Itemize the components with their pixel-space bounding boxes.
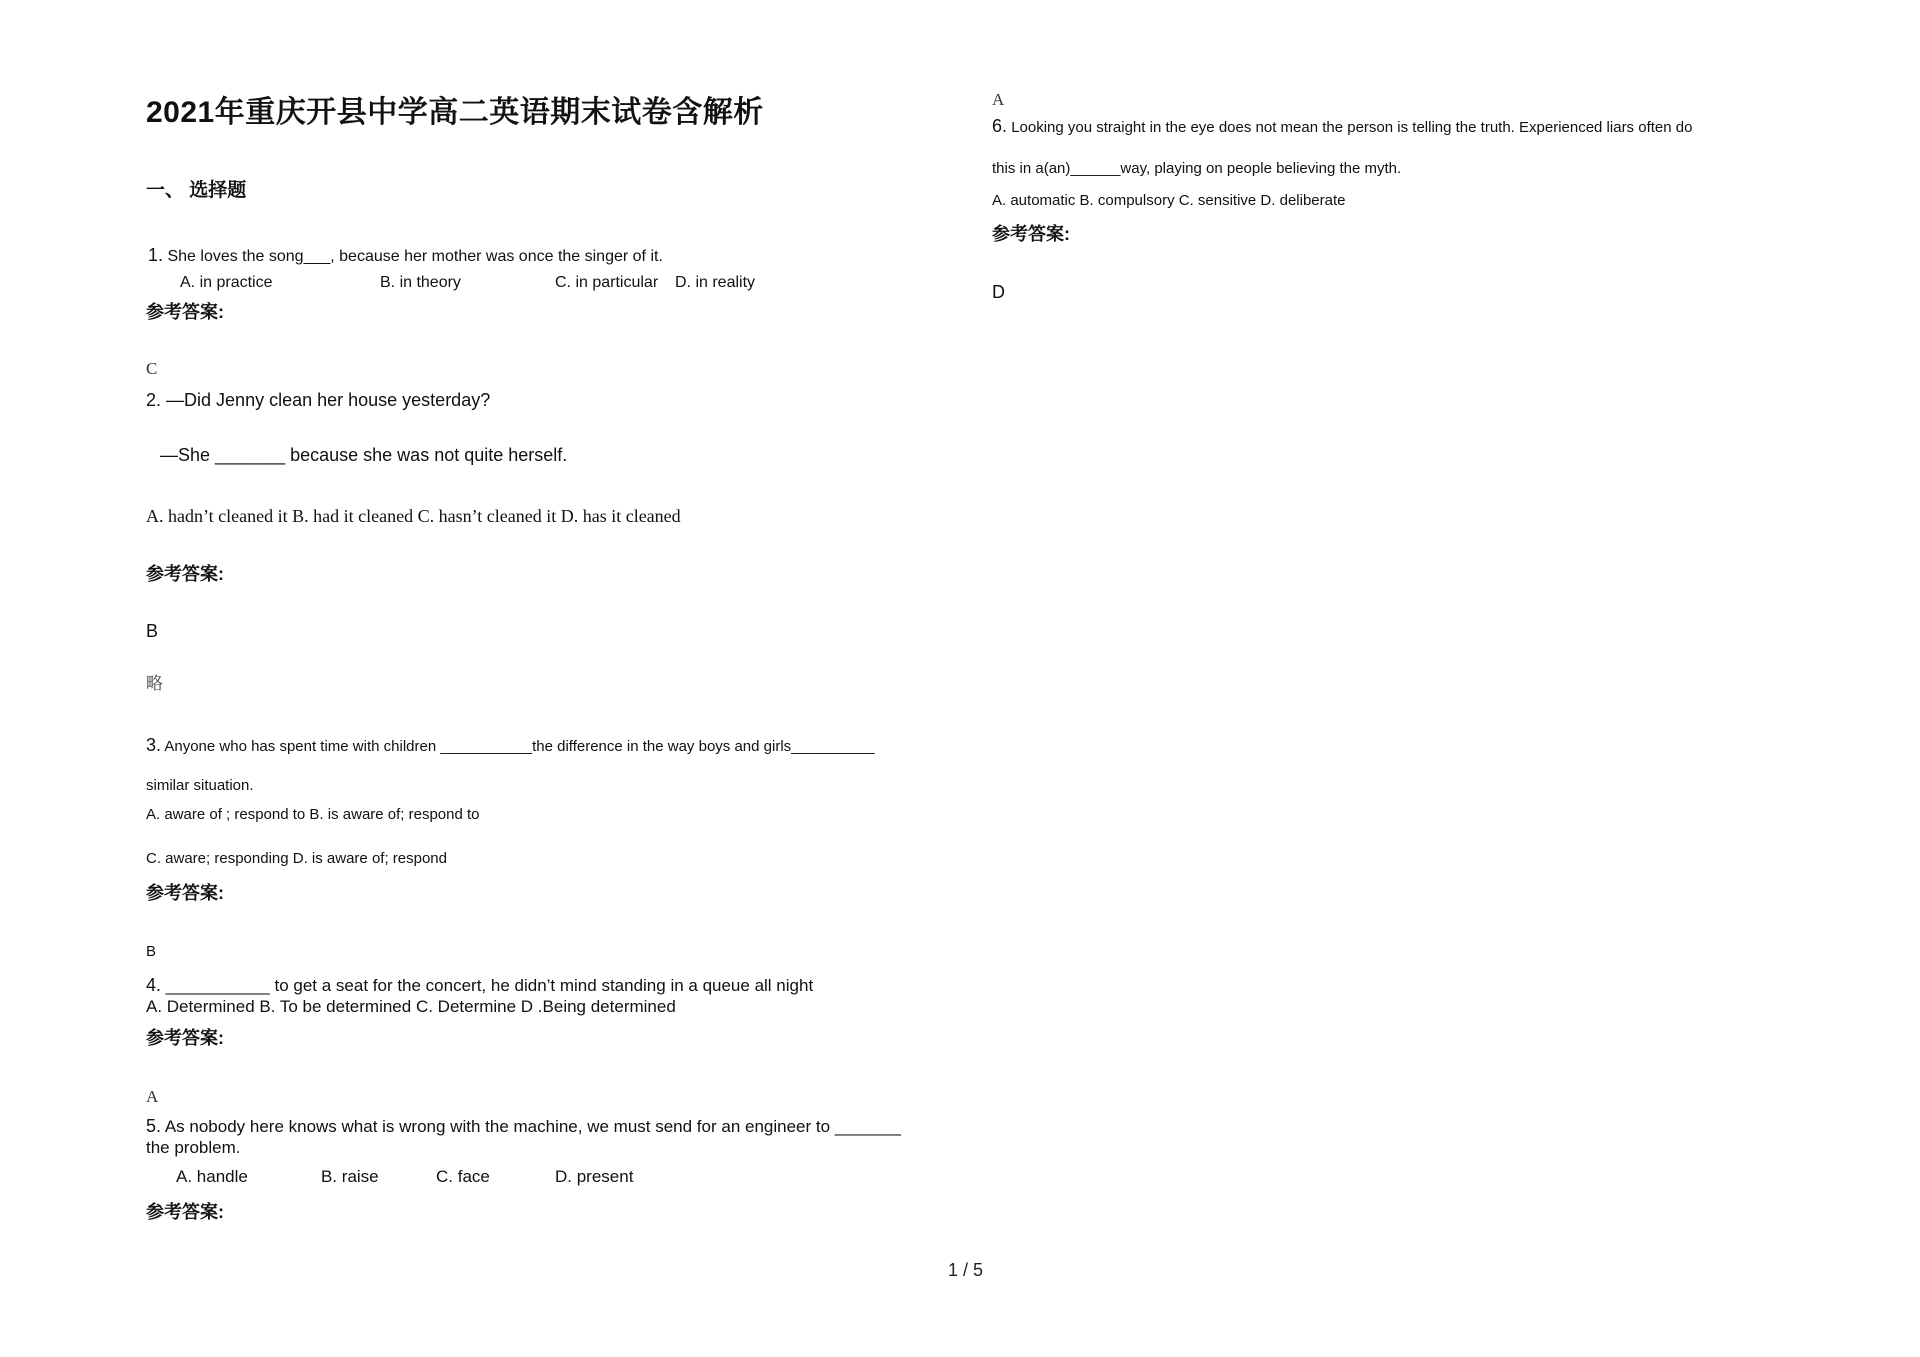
option-a: A. handle [176,1167,248,1186]
question-stem-line1: Anyone who has spent time with children ___________the difference in the way boys and girls__________ [164,738,875,755]
answer-value: B [146,621,159,641]
option-b: B. in theory [380,274,461,291]
answer-label: 参考答案: [146,564,224,584]
question-1 [148,246,663,265]
answer-value: A [992,90,1005,109]
answer-label: 参考答案: [146,1028,224,1048]
option-c: C. face [436,1167,490,1186]
option-a: A. in practice [180,274,273,291]
question-number: 4. [146,975,162,995]
question-number: 1. [148,245,164,265]
page-number: 1 / 5 [948,1260,984,1280]
question-stem-line1: As nobody here knows what is wrong with the machine, we must send for an engineer to _______ [164,1117,901,1136]
question-stem-line1: Looking you straight in the eye does not mean the person is telling the truth. Experienced liars often do [1011,119,1693,136]
question-stem-line1: —Did Jenny clean her house yesterday? [166,390,491,410]
question-stem-line2: the problem. [146,1138,241,1157]
answer-value: B [146,943,157,960]
answer-label: 参考答案: [146,883,224,903]
option-d: D. present [555,1167,634,1186]
option-c: C. in particular [555,274,659,291]
question-number: 5. [146,1116,162,1136]
section-heading: 一、 选择题 [146,180,247,201]
question-number: 2. [146,390,162,410]
question-3 [146,736,875,754]
option-b: B. raise [321,1167,379,1186]
options-line: A. Determined B. To be determined C. Determine D .Being determined [146,997,676,1016]
question-number: 3. [146,735,162,755]
answer-value: A [146,1087,159,1106]
question-number: 6. [992,116,1008,136]
page-title: 2021年重庆开县中学高二英语期末试卷含解析 [146,96,764,129]
question-2 [146,391,490,409]
question-stem-line2: this in a(an)______way, playing on people believing the myth. [992,160,1402,177]
question-stem: She loves the song___, because her mother was once the singer of it. [167,248,663,265]
options-line: A. automatic B. compulsory C. sensitive D. deliberate [992,192,1346,209]
answer-value: D [992,282,1005,302]
question-stem: ___________ to get a seat for the concert, he didn’t mind standing in a queue all night [165,976,814,995]
answer-explanation: 略 [146,674,163,693]
question-stem-line2: —She _______ because she was not quite herself. [160,445,568,465]
question-5 [146,1117,901,1135]
options-line: A. hadn’t cleaned it B. had it cleaned C. hasn’t cleaned it D. has it cleaned [146,506,681,526]
question-6 [992,117,1692,135]
answer-label: 参考答案: [146,1202,224,1222]
answer-label: 参考答案: [992,224,1070,244]
question-4 [146,976,813,994]
option-d: D. in reality [675,274,756,291]
options-line-1: A. aware of ; respond to B. is aware of; respond to [146,806,480,823]
answer-label: 参考答案: [146,302,224,322]
options-line-2: C. aware; responding D. is aware of; respond [146,850,447,867]
answer-value: C [146,359,158,378]
question-stem-line2: similar situation. [146,777,254,794]
